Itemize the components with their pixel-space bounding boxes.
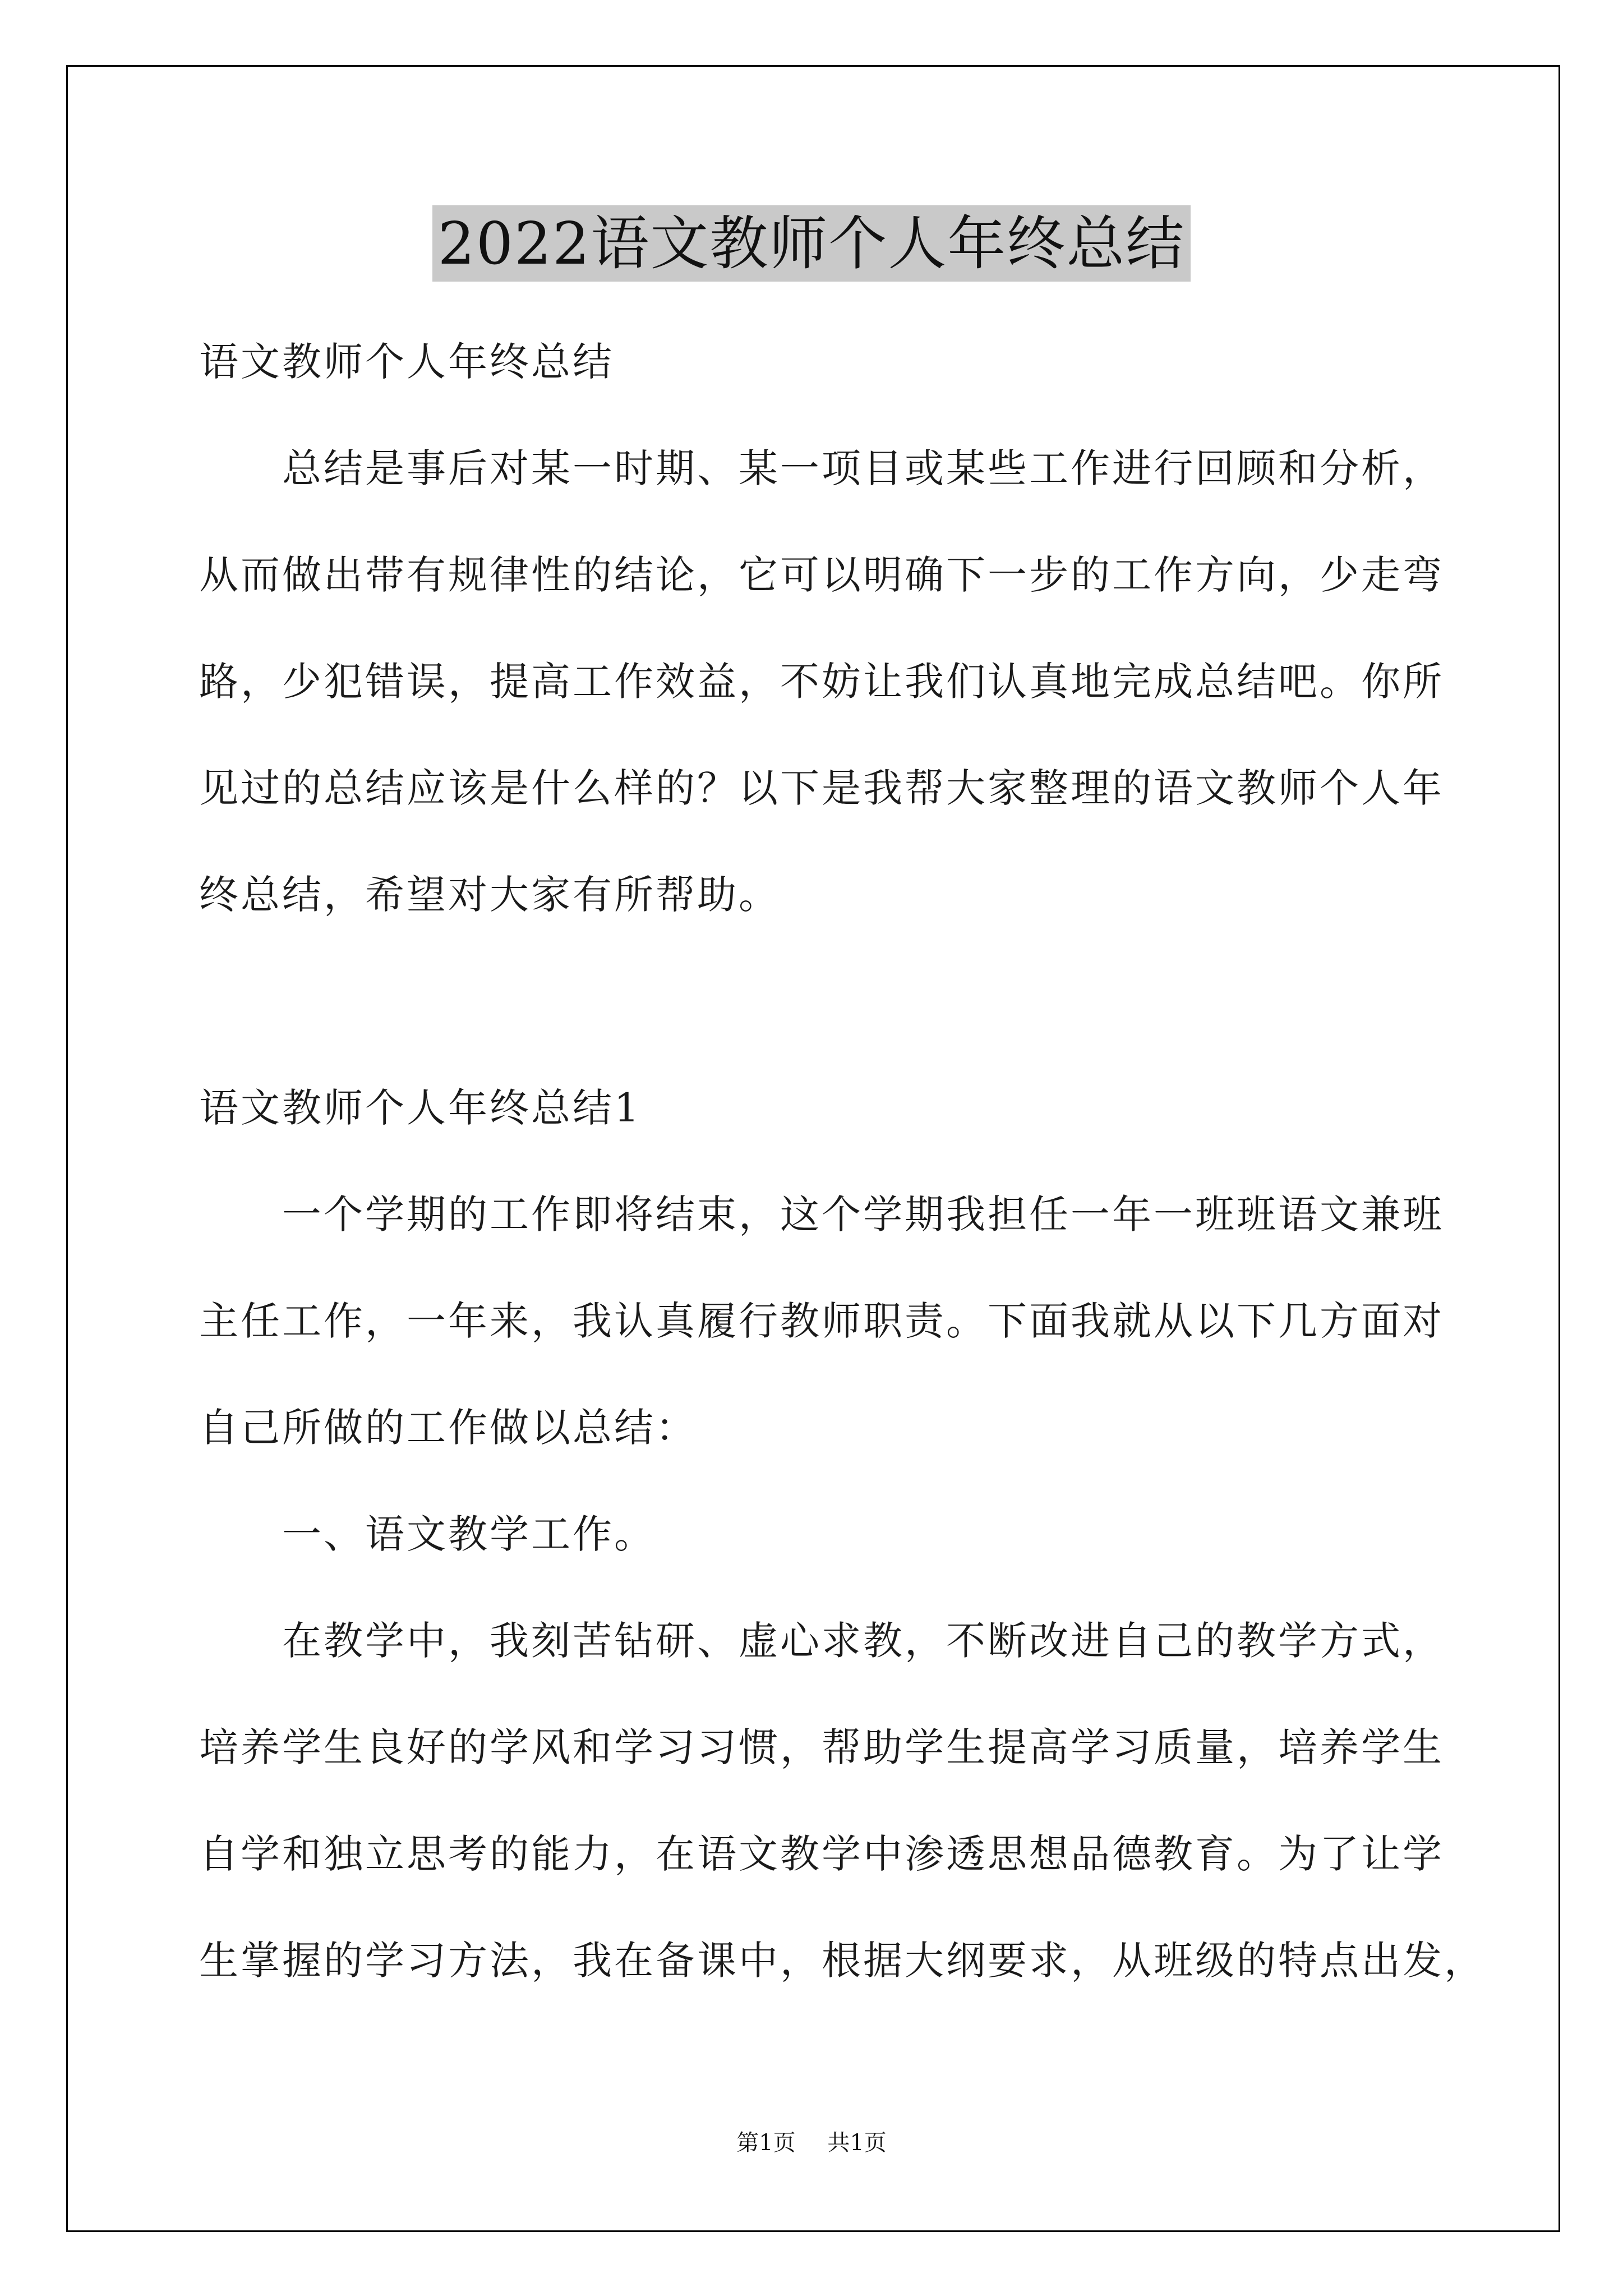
page-footer xyxy=(0,2129,1623,2157)
paragraph-line: 自己所做的工作做以总结： xyxy=(199,1405,697,1451)
paragraph-line: 见过的总结应该是什么样的？以下是我帮大家整理的语文教师个人年 xyxy=(199,765,1444,811)
paragraph-line: 在教学中，我刻苦钻研、虚心求教，不断改进自己的教学方式， xyxy=(282,1618,1444,1664)
document-body xyxy=(199,309,1486,2014)
paragraph-line: 自学和独立思考的能力，在语文教学中渗透思想品德教育。为了让学 xyxy=(199,1831,1444,1877)
page-total: 共1页 xyxy=(827,2130,887,2156)
paragraph-line: 从而做出带有规律性的结论，它可以明确下一步的工作方向，少走弯 xyxy=(199,552,1444,598)
section-heading: 语文教师个人年终总结1 xyxy=(199,1085,642,1131)
paragraph-line: 主任工作，一年来，我认真履行教师职责。下面我就从以下几方面对 xyxy=(199,1298,1444,1344)
paragraph-line: 总结是事后对某一时期、某一项目或某些工作进行回顾和分析， xyxy=(282,445,1444,491)
document-title: 2022语文教师个人年终总结 xyxy=(432,205,1191,282)
page-number: 第1页 xyxy=(736,2130,796,2156)
paragraph-line: 生掌握的学习方法，我在备课中，根据大纲要求，从班级的特点出发， xyxy=(199,1938,1486,1984)
paragraph-line: 终总结，希望对大家有所帮助。 xyxy=(199,872,780,918)
intro-paragraph xyxy=(199,415,1444,948)
section1-paragraph-1 xyxy=(199,1161,1444,1481)
document-heading: 语文教师个人年终总结 xyxy=(199,339,614,385)
blank-line xyxy=(199,948,1433,1055)
paragraph-line: 培养学生良好的学风和学习习惯，帮助学生提高学习质量，培养学生 xyxy=(199,1724,1444,1770)
subsection-heading: 一、语文教学工作。 xyxy=(282,1511,656,1557)
paragraph-line: 一个学期的工作即将结束，这个学期我担任一年一班班语文兼班 xyxy=(282,1191,1444,1237)
section1-paragraph-2 xyxy=(199,1588,1486,2014)
paragraph-line: 路，少犯错误，提高工作效益，不妨让我们认真地完成总结吧。你所 xyxy=(199,659,1444,705)
title-container xyxy=(0,205,1623,282)
